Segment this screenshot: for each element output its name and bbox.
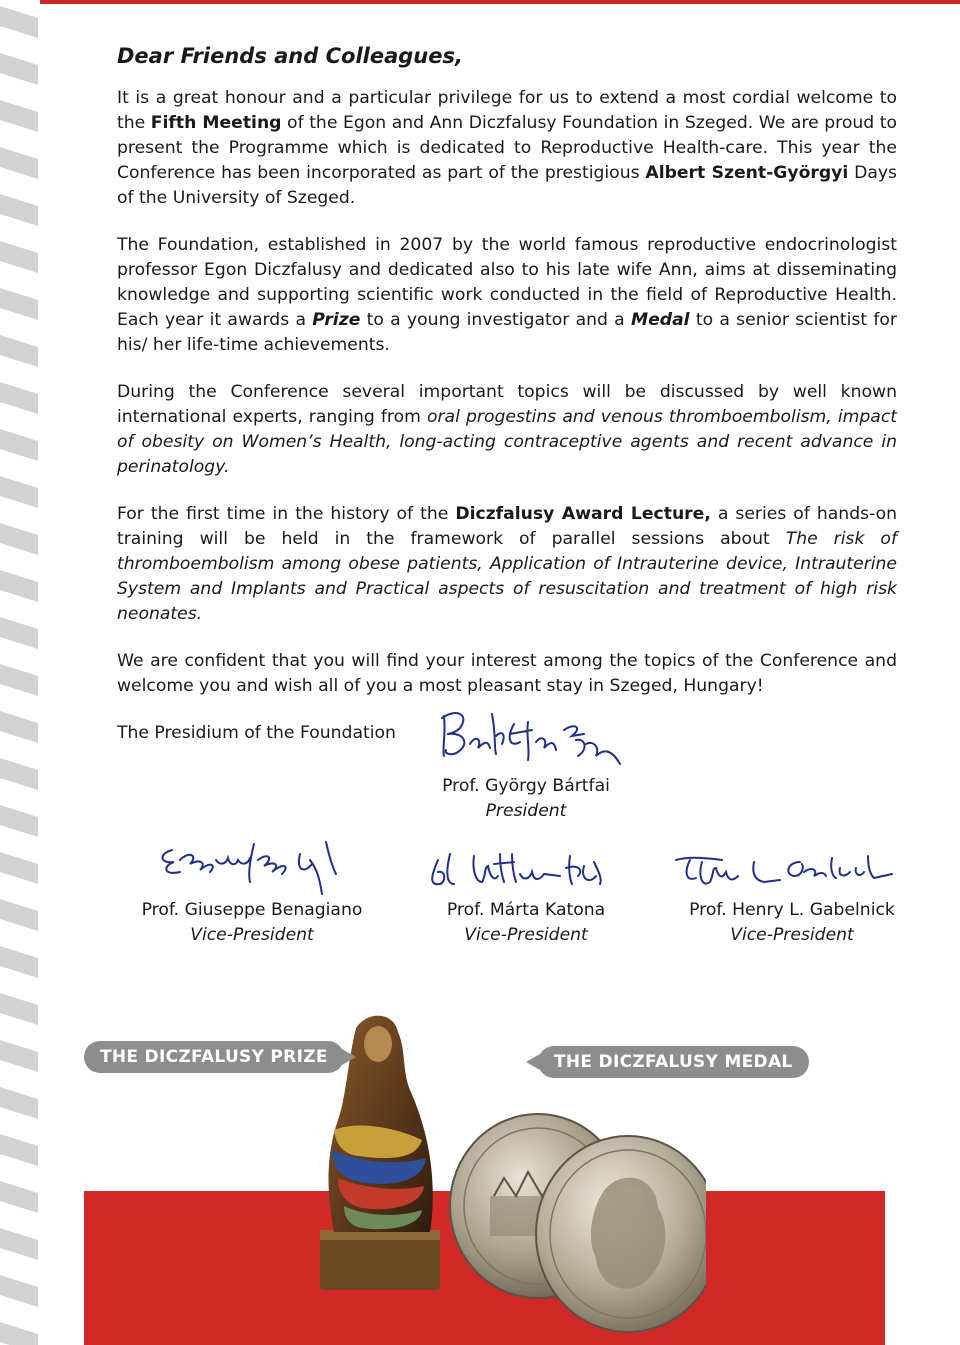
vp-benagiano-name: Prof. Giuseppe Benagiano bbox=[141, 900, 363, 920]
stripe bbox=[0, 805, 38, 837]
callout-prize-pointer bbox=[342, 1049, 356, 1065]
stripe bbox=[0, 899, 38, 931]
stripe bbox=[0, 100, 38, 132]
decorative-stripes bbox=[0, 0, 40, 1345]
stripe bbox=[0, 617, 38, 649]
stripe bbox=[0, 523, 38, 555]
signature-vp-katona bbox=[424, 846, 614, 896]
callout-medal-pointer bbox=[526, 1054, 540, 1070]
vp-katona-role: Vice-President bbox=[464, 925, 588, 945]
stripe bbox=[0, 1181, 38, 1213]
callout-prize-label: THE DICZFALUSY PRIZE bbox=[100, 1047, 328, 1067]
vp-benagiano-block bbox=[122, 898, 382, 948]
president-name: Prof. György Bártfai bbox=[442, 776, 610, 796]
paragraph-welcome: It is a great honour and a particular privilege for us to extend a most cordial welcome to the Fifth Meeting of the Egon and Ann Diczfalusy Foundation in Szeged. We are proud to present the Programme which is dedicated to Reproductive Health-care. This year the Conference has been incorporated as part of the prestigious Albert Szent-Györgyi Days of the University of Szeged. bbox=[117, 88, 898, 208]
callout-prize bbox=[84, 1041, 344, 1073]
stripe bbox=[0, 6, 38, 38]
vp-gabelnick-role: Vice-President bbox=[730, 925, 854, 945]
signature-vp-benagiano bbox=[150, 830, 350, 900]
callout-medal bbox=[538, 1046, 809, 1078]
vp-benagiano-role: Vice-President bbox=[190, 925, 314, 945]
vp-gabelnick-block bbox=[662, 898, 922, 948]
stripe bbox=[0, 147, 38, 179]
stripe bbox=[0, 664, 38, 696]
greeting: Dear Friends and Colleagues, bbox=[117, 44, 463, 68]
signature-president bbox=[436, 704, 636, 776]
letter-body bbox=[117, 40, 897, 768]
stripe bbox=[0, 288, 38, 320]
stripe bbox=[0, 993, 38, 1025]
top-rule bbox=[40, 0, 960, 4]
paragraph-training: For the first time in the history of the Diczfalusy Award Lecture, a series of hands-on training will be held in the framework of parallel sessions about The risk of thromboembolism among obese patients, Application of Intrauterine device, Intrauterine System and Implants and Practical aspects of resuscitation and treatment of high risk neonates. bbox=[117, 504, 898, 624]
stripe bbox=[0, 758, 38, 790]
vp-gabelnick-name: Prof. Henry L. Gabelnick bbox=[689, 900, 895, 920]
paragraph-closing: We are confident that you will find your interest among the topics of the Conference and welcome you and wish all of you a most pleasant stay in Szeged, Hungary! bbox=[117, 651, 897, 696]
vp-katona-block bbox=[396, 898, 656, 948]
callout-medal-label: THE DICZFALUSY MEDAL bbox=[554, 1052, 793, 1072]
stripe bbox=[0, 1134, 38, 1166]
stripe bbox=[0, 1087, 38, 1119]
stripe bbox=[0, 241, 38, 273]
stripe bbox=[0, 194, 38, 226]
stripe bbox=[0, 570, 38, 602]
stripe bbox=[0, 429, 38, 461]
stripe bbox=[0, 946, 38, 978]
vp-katona-name: Prof. Márta Katona bbox=[446, 900, 606, 920]
stripe bbox=[0, 1040, 38, 1072]
stripe bbox=[0, 335, 38, 367]
paragraph-foundation: The Foundation, established in 2007 by the world famous reproductive endocrinologist professor Egon Diczfalusy and dedicated also to his late wife Ann, aims at disseminating knowledge and supporting scientific work conducted in the field of Reproductive Health. Each year it awards a Prize to a young investigator and a Medal to a senior scientist for his/ her life-time achievements. bbox=[117, 235, 897, 355]
signature-vp-gabelnick bbox=[668, 848, 900, 894]
stripe bbox=[0, 711, 38, 743]
paragraph-topics: During the Conference several important topics will be discussed by well known international experts, ranging from oral progestins and venous thromboembolism, impact of obesity on Women’s Health, long-acting contraceptive agents and recent advance in perinatology. bbox=[117, 382, 898, 477]
stripe bbox=[0, 53, 38, 85]
stripe bbox=[0, 382, 38, 414]
stripe bbox=[0, 1228, 38, 1260]
stripe bbox=[0, 852, 38, 884]
paragraph-presidium: The Presidium of the Foundation bbox=[117, 723, 396, 743]
stripe bbox=[0, 1275, 38, 1307]
stripe bbox=[0, 476, 38, 508]
medals-image bbox=[446, 1108, 706, 1338]
stripe bbox=[0, 1322, 38, 1345]
president-role: President bbox=[485, 801, 567, 821]
president-block bbox=[396, 774, 656, 824]
